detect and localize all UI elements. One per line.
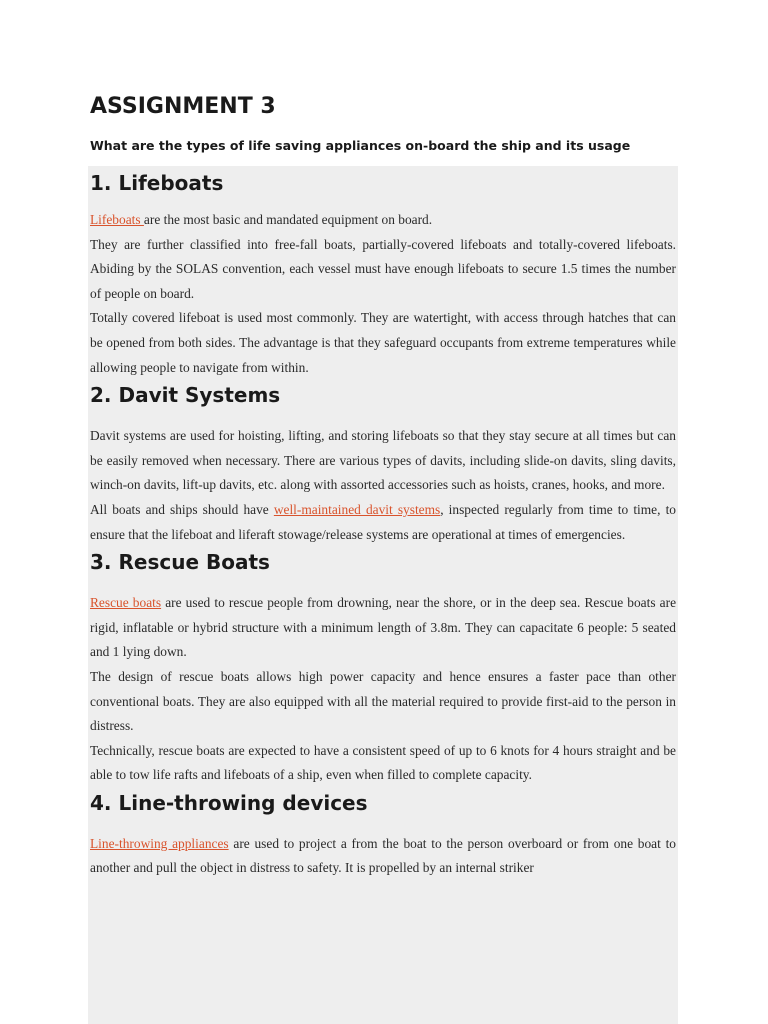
paragraph: Technically, rescue boats are expected to have a consistent speed of up to 6 knots for 4 hours straight and be able to tow life rafts and lifeboats of a ship, even when filled to complete capacity.	[90, 742, 676, 783]
paragraph	[90, 208, 676, 233]
content-panel	[88, 166, 678, 1024]
paragraph: Davit systems are used for hoisting, lifting, and storing lifeboats so that they stay secure at all times but can be easily removed when necessary. There are various types of davits, including slide-on davits, sling davits, winch-on davits, lift-up davits, etc. along with assorted accessories such as hoists, cranes, hooks, and more.	[90, 428, 676, 493]
paragraph-text: are used to project a from the boat to the person overboard or from one boat to another and pull the object in distress to safety. It is propelled by an internal striker	[90, 835, 676, 876]
paragraph-text: are used to rescue people from drowning, near the shore, or in the deep sea. Rescue boats are rigid, inflatable or hybrid structure with a minimum length of 3.8m. They can capacitate 6 people: 5 seated and 1 lying down.	[90, 595, 677, 660]
paragraph	[90, 832, 676, 881]
section-heading-davit-systems: 2. Davit Systems	[90, 383, 281, 408]
lifeboats-link[interactable]: Lifeboats	[90, 212, 144, 227]
rescue-boats-link[interactable]: Rescue boats	[90, 595, 162, 611]
section-heading-rescue-boats: 3. Rescue Boats	[90, 550, 270, 575]
davit-systems-link[interactable]: well-maintained davit systems	[273, 501, 441, 517]
line-throwing-link[interactable]: Line-throwing appliances	[90, 835, 229, 851]
document-title: ASSIGNMENT 3	[90, 94, 276, 119]
paragraph-text: are the most basic and mandated equipment on board.	[143, 212, 433, 227]
paragraph: The design of rescue boats allows high power capacity and hence ensures a faster pace than other conventional boats. They are also equipped with all the material required to provide first-aid to the person in distress.	[90, 668, 676, 734]
paragraph	[90, 591, 676, 665]
section-heading-lifeboats: 1. Lifeboats	[90, 171, 224, 195]
paragraph	[90, 498, 676, 547]
paragraph: They are further classified into free-fall boats, partially-covered lifeboats and totally-covered lifeboats. Abiding by the SOLAS convention, each vessel must have enough lifeboats to secure 1.5 times the number of people on board.	[90, 236, 676, 301]
paragraph-text: All boats and ships should have	[90, 501, 274, 517]
paragraph-text: , inspected regularly from time to time, to ensure that the lifeboat and liferaft stowage/release systems are operational at times of emergencies.	[90, 501, 676, 542]
document-subtitle: What are the types of life saving appliances on-board the ship and its usage	[90, 138, 631, 153]
section-heading-line-throwing: 4. Line-throwing devices	[90, 790, 368, 815]
paragraph: Totally covered lifeboat is used most commonly. They are watertight, with access through hatches that can be opened from both sides. The advantage is that they safeguard occupants from extreme temperatures while allowing people to navigate from within.	[90, 310, 676, 375]
